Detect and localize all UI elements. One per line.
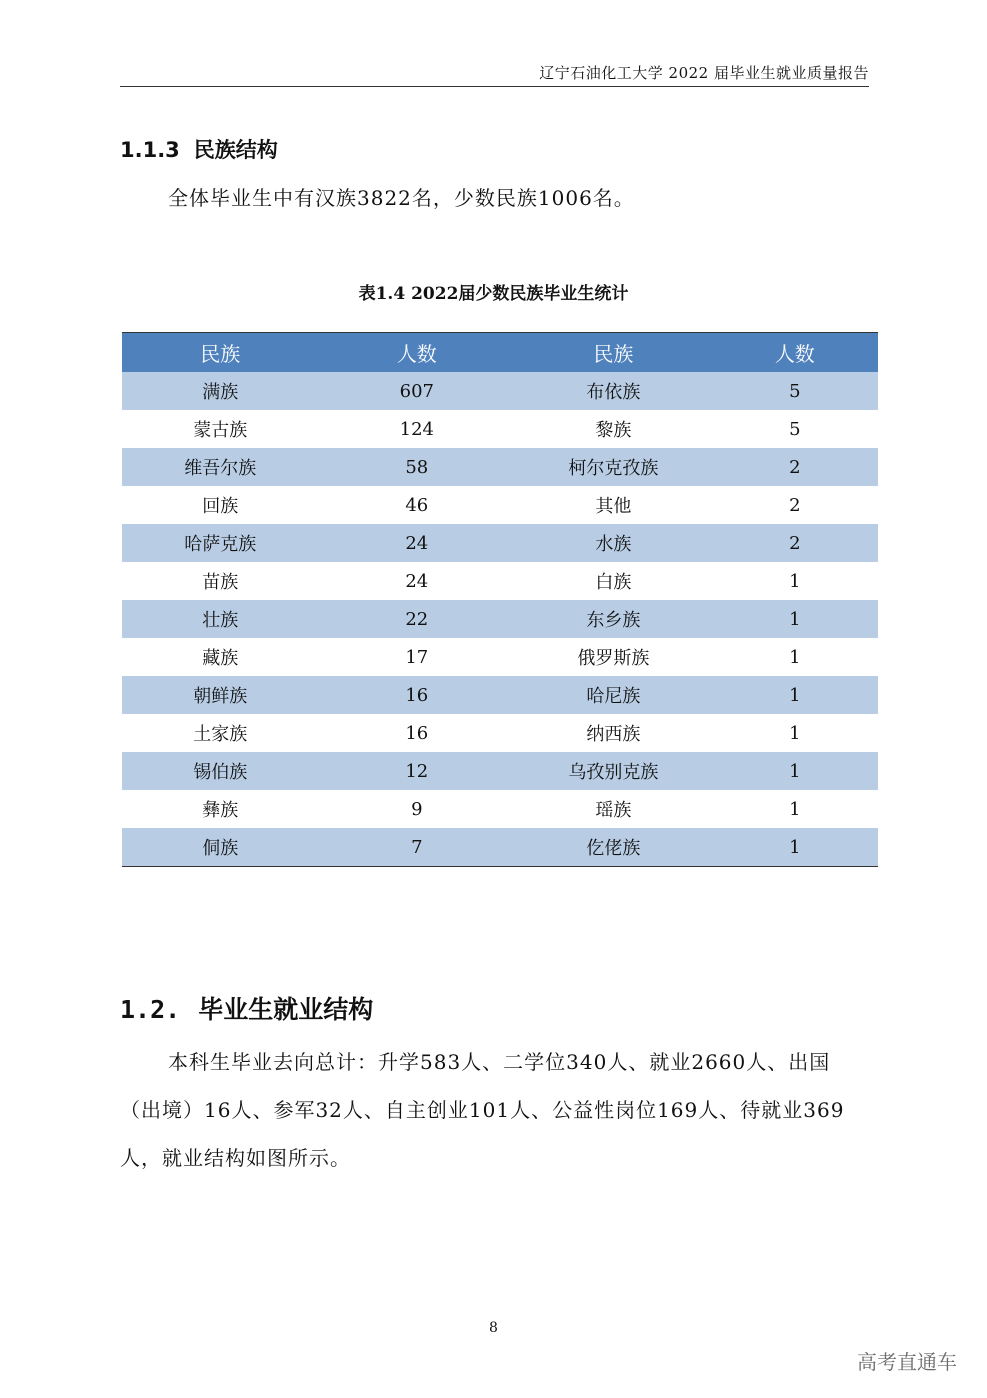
count-cell: 124 bbox=[319, 410, 516, 448]
header-count-2: 人数 bbox=[712, 333, 878, 373]
ethnicity-cell: 布依族 bbox=[515, 372, 712, 410]
employment-structure-paragraph: 本科生毕业去向总计：升学583人、二学位340人、就业2660人、出国（出境）16人、参军32人、自主创业101人、公益性岗位169人、待就业369人，就业结构如图所示。 bbox=[120, 1050, 845, 1170]
count-cell: 1 bbox=[712, 714, 878, 752]
ethnicity-cell: 瑶族 bbox=[515, 790, 712, 828]
ethnicity-cell: 苗族 bbox=[122, 562, 319, 600]
ethnic-summary-paragraph: 全体毕业生中有汉族3822名，少数民族1006名。 bbox=[168, 186, 635, 210]
section-number: 1.2. bbox=[120, 995, 181, 1024]
table-row bbox=[122, 676, 878, 714]
section-title: 民族结构 bbox=[193, 138, 278, 162]
count-cell: 24 bbox=[319, 562, 516, 600]
ethnicity-cell: 满族 bbox=[122, 372, 319, 410]
header-title: 辽宁石油化工大学 2022 届毕业生就业质量报告 bbox=[539, 64, 869, 82]
count-cell: 1 bbox=[712, 600, 878, 638]
ethnicity-cell: 哈萨克族 bbox=[122, 524, 319, 562]
header-ethnicity-2: 民族 bbox=[515, 333, 712, 373]
ethnicity-cell: 侗族 bbox=[122, 828, 319, 867]
table-row bbox=[122, 638, 878, 676]
ethnicity-cell: 回族 bbox=[122, 486, 319, 524]
header-count-1: 人数 bbox=[319, 333, 516, 373]
table-row bbox=[122, 600, 878, 638]
table-row bbox=[122, 486, 878, 524]
table-row bbox=[122, 752, 878, 790]
ethnicity-cell: 纳西族 bbox=[515, 714, 712, 752]
page-header bbox=[120, 62, 869, 87]
count-cell: 1 bbox=[712, 828, 878, 867]
count-cell: 2 bbox=[712, 486, 878, 524]
ethnicity-cell: 水族 bbox=[515, 524, 712, 562]
count-cell: 9 bbox=[319, 790, 516, 828]
ethnicity-cell: 彝族 bbox=[122, 790, 319, 828]
ethnicity-cell: 黎族 bbox=[515, 410, 712, 448]
count-cell: 24 bbox=[319, 524, 516, 562]
count-cell: 5 bbox=[712, 372, 878, 410]
table-row bbox=[122, 562, 878, 600]
table-row bbox=[122, 524, 878, 562]
ethnicity-cell: 柯尔克孜族 bbox=[515, 448, 712, 486]
table-row bbox=[122, 448, 878, 486]
ethnicity-cell: 东乡族 bbox=[515, 600, 712, 638]
ethnicity-cell: 仡佬族 bbox=[515, 828, 712, 867]
watermark-text: 高考直通车 bbox=[857, 1350, 957, 1374]
ethnicity-cell: 壮族 bbox=[122, 600, 319, 638]
section-heading-1-1-3 bbox=[120, 134, 278, 164]
ethnicity-cell: 白族 bbox=[515, 562, 712, 600]
ethnicity-cell: 锡伯族 bbox=[122, 752, 319, 790]
count-cell: 22 bbox=[319, 600, 516, 638]
count-cell: 12 bbox=[319, 752, 516, 790]
count-cell: 1 bbox=[712, 638, 878, 676]
ethnicity-cell: 维吾尔族 bbox=[122, 448, 319, 486]
count-cell: 7 bbox=[319, 828, 516, 867]
count-cell: 1 bbox=[712, 562, 878, 600]
page-number: 8 bbox=[489, 1320, 498, 1336]
ethnic-minority-table bbox=[122, 332, 878, 867]
table-row bbox=[122, 714, 878, 752]
ethnicity-cell: 藏族 bbox=[122, 638, 319, 676]
ethnicity-cell: 其他 bbox=[515, 486, 712, 524]
section-number: 1.1.3 bbox=[120, 138, 180, 162]
table-row bbox=[122, 410, 878, 448]
count-cell: 58 bbox=[319, 448, 516, 486]
ethnicity-cell: 俄罗斯族 bbox=[515, 638, 712, 676]
ethnicity-cell: 土家族 bbox=[122, 714, 319, 752]
section-heading-1-2 bbox=[120, 990, 373, 1026]
count-cell: 1 bbox=[712, 752, 878, 790]
table-caption: 表1.4 2022届少数民族毕业生统计 bbox=[358, 284, 629, 304]
count-cell: 46 bbox=[319, 486, 516, 524]
table-row bbox=[122, 790, 878, 828]
count-cell: 16 bbox=[319, 714, 516, 752]
count-cell: 1 bbox=[712, 790, 878, 828]
ethnicity-cell: 朝鲜族 bbox=[122, 676, 319, 714]
section-title: 毕业生就业结构 bbox=[198, 995, 374, 1024]
count-cell: 1 bbox=[712, 676, 878, 714]
count-cell: 17 bbox=[319, 638, 516, 676]
table-row bbox=[122, 372, 878, 410]
ethnicity-cell: 哈尼族 bbox=[515, 676, 712, 714]
header-ethnicity-1: 民族 bbox=[122, 333, 319, 373]
count-cell: 2 bbox=[712, 448, 878, 486]
count-cell: 607 bbox=[319, 372, 516, 410]
ethnicity-cell: 蒙古族 bbox=[122, 410, 319, 448]
table-row bbox=[122, 828, 878, 867]
count-cell: 2 bbox=[712, 524, 878, 562]
count-cell: 16 bbox=[319, 676, 516, 714]
table-header-row bbox=[122, 333, 878, 373]
count-cell: 5 bbox=[712, 410, 878, 448]
ethnicity-cell: 乌孜别克族 bbox=[515, 752, 712, 790]
